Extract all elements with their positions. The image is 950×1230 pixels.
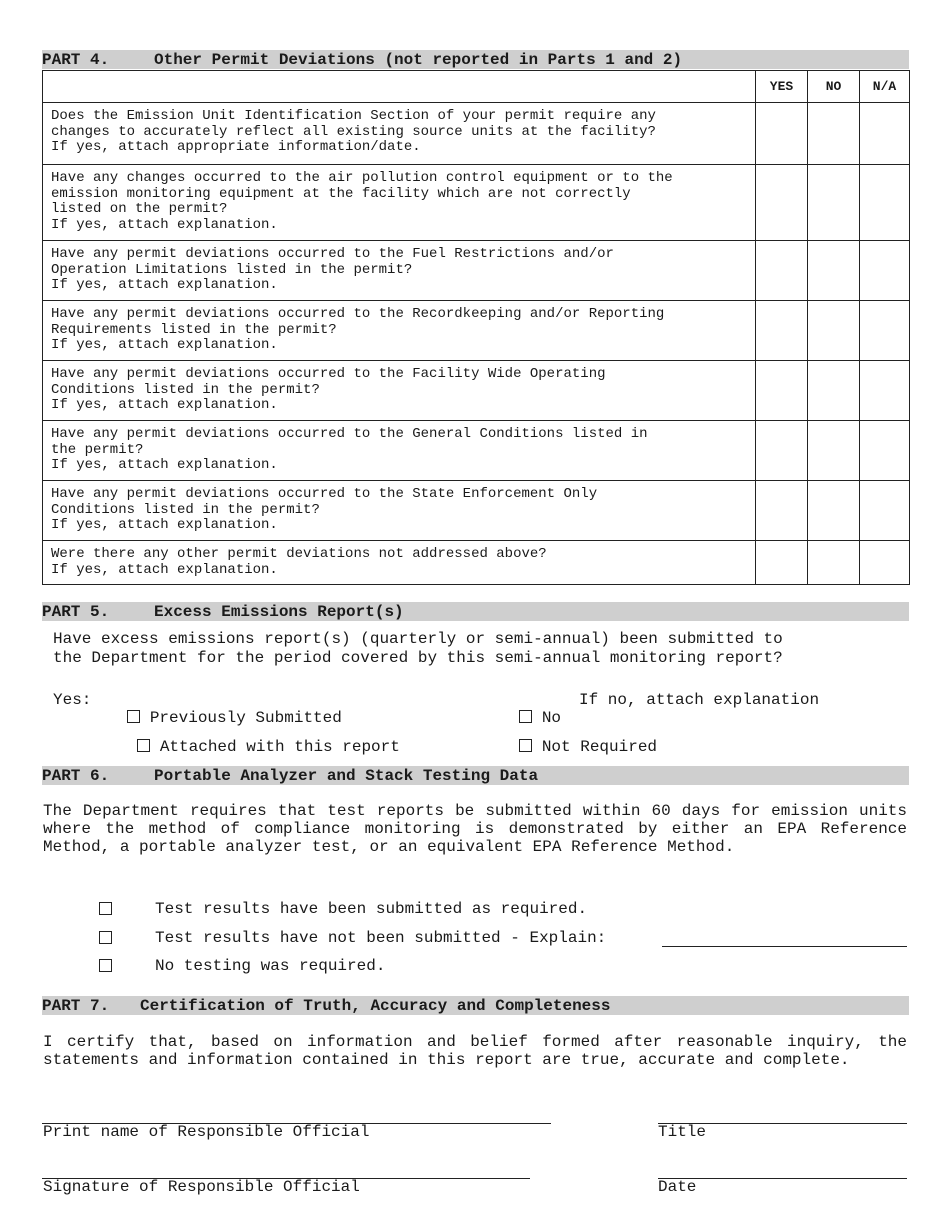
no-cell[interactable]: [808, 481, 860, 541]
not-submitted-option-label: Test results have not been submitted - Explain:: [155, 929, 607, 947]
certification-paragraph: I certify that, based on information and belief formed after reasonable inquiry, the statements and information contained in this report are true, accurate and complete.: [43, 1033, 907, 1069]
no-cell[interactable]: [808, 541, 860, 585]
testing-paragraph: The Department requires that test reports be submitted within 60 days for emission units where the method of compliance monitoring is demonstrated by either an EPA Reference Method, a portable analyzer test, or an equivalent EPA Reference Method.: [43, 802, 907, 856]
table-header-row: [43, 71, 910, 103]
part4-header: [42, 50, 909, 69]
no-testing-option-checkbox[interactable]: [99, 958, 112, 976]
explain-input-line[interactable]: [662, 946, 907, 947]
no-testing-option-label: No testing was required.: [155, 957, 386, 975]
table-row: [43, 165, 910, 241]
part7-header: [42, 996, 909, 1015]
part7-label: PART 7.: [42, 997, 110, 1015]
question-cell: Have any changes occurred to the air pollution control equipment or to the emission monitoring equipment at the facility which are not correctly listed on the permit? If yes, attach explanation.: [43, 165, 756, 241]
na-cell[interactable]: [860, 481, 910, 541]
question-cell: Does the Emission Unit Identification Section of your permit require any changes to accurately reflect all existing source units at the facility? If yes, attach appropriate information/date.: [43, 103, 756, 165]
question-cell: Have any permit deviations occurred to the General Conditions listed in the permit? If yes, attach explanation.: [43, 421, 756, 481]
no-cell[interactable]: [808, 241, 860, 301]
not-required-option[interactable]: Not Required: [500, 720, 657, 756]
no-cell[interactable]: [808, 301, 860, 361]
yes-cell[interactable]: [756, 301, 808, 361]
na-cell[interactable]: [860, 541, 910, 585]
na-cell[interactable]: [860, 103, 910, 165]
yes-cell[interactable]: [756, 541, 808, 585]
question-cell: Have any permit deviations occurred to the Recordkeeping and/or Reporting Requirements listed in the permit? If yes, attach explanation.: [43, 301, 756, 361]
no-option[interactable]: No: [500, 691, 561, 727]
na-cell[interactable]: [860, 241, 910, 301]
na-cell[interactable]: [860, 361, 910, 421]
part4-label: PART 4.: [42, 51, 110, 69]
yes-label: Yes:: [53, 691, 92, 709]
part6-label: PART 6.: [42, 767, 110, 785]
print-name-label: Print name of Responsible Official: [43, 1123, 370, 1141]
part5-title: Excess Emissions Report(s): [154, 603, 404, 621]
submitted-option-checkbox[interactable]: [99, 901, 112, 919]
yes-cell[interactable]: [756, 421, 808, 481]
excess-emissions-question-line1: Have excess emissions report(s) (quarterly or semi-annual) been submitted to: [53, 630, 783, 648]
part6-title: Portable Analyzer and Stack Testing Data: [154, 767, 539, 785]
part7-title: Certification of Truth, Accuracy and Completeness: [140, 997, 611, 1015]
signature-label: Signature of Responsible Official: [43, 1178, 360, 1196]
not-submitted-option-checkbox[interactable]: [99, 930, 112, 948]
na-cell[interactable]: [860, 301, 910, 361]
yes-cell[interactable]: [756, 481, 808, 541]
na-column-header: N/A: [860, 71, 910, 103]
table-row: [43, 241, 910, 301]
checkbox-icon[interactable]: [137, 739, 150, 752]
no-cell[interactable]: [808, 165, 860, 241]
part5-label: PART 5.: [42, 603, 110, 621]
part6-header: [42, 766, 909, 785]
na-cell[interactable]: [860, 421, 910, 481]
permit-deviations-table: [42, 70, 910, 585]
checkbox-icon[interactable]: [519, 739, 532, 752]
date-label: Date: [658, 1178, 697, 1196]
part5-header: [42, 602, 909, 621]
checkbox-icon[interactable]: [99, 902, 112, 915]
yes-cell[interactable]: [756, 103, 808, 165]
yes-cell[interactable]: [756, 361, 808, 421]
no-column-header: NO: [808, 71, 860, 103]
table-row: [43, 103, 910, 165]
excess-emissions-question-line2: the Department for the period covered by this semi-annual monitoring report?: [53, 649, 783, 667]
question-column-header: [43, 71, 756, 103]
no-cell[interactable]: [808, 103, 860, 165]
yes-cell[interactable]: [756, 241, 808, 301]
previously-submitted-option[interactable]: Previously Submitted: [108, 691, 342, 727]
no-cell[interactable]: [808, 361, 860, 421]
question-cell: Have any permit deviations occurred to the Facility Wide Operating Conditions listed in the permit? If yes, attach explanation.: [43, 361, 756, 421]
question-cell: Have any permit deviations occurred to the Fuel Restrictions and/or Operation Limitations listed in the permit? If yes, attach explanation.: [43, 241, 756, 301]
table-row: [43, 301, 910, 361]
no-explanation-note: If no, attach explanation: [579, 691, 820, 709]
no-cell[interactable]: [808, 421, 860, 481]
title-label: Title: [658, 1123, 707, 1141]
question-cell: Have any permit deviations occurred to the State Enforcement Only Conditions listed in the permit? If yes, attach explanation.: [43, 481, 756, 541]
part4-title: Other Permit Deviations (not reported in Parts 1 and 2): [154, 51, 683, 69]
table-row: [43, 421, 910, 481]
na-cell[interactable]: [860, 165, 910, 241]
table-row: [43, 541, 910, 585]
submitted-option-label: Test results have been submitted as required.: [155, 900, 588, 918]
attached-option[interactable]: Attached with this report: [118, 720, 400, 756]
question-cell: Were there any other permit deviations not addressed above? If yes, attach explanation.: [43, 541, 756, 585]
yes-cell[interactable]: [756, 165, 808, 241]
table-row: [43, 481, 910, 541]
checkbox-icon[interactable]: [99, 931, 112, 944]
yes-column-header: YES: [756, 71, 808, 103]
checkbox-icon[interactable]: [99, 959, 112, 972]
table-row: [43, 361, 910, 421]
